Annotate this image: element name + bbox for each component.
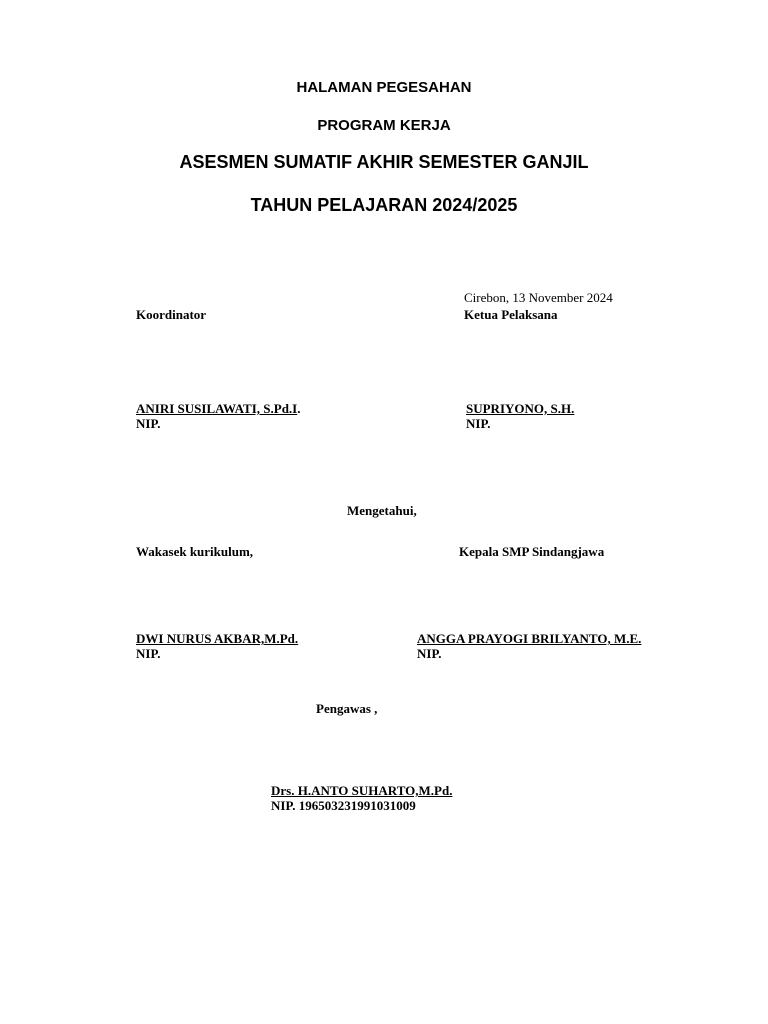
place-date: Cirebon, 13 November 2024 bbox=[464, 290, 613, 305]
signatory-name-wakasek: DWI NURUS AKBAR,M.Pd. bbox=[136, 631, 299, 646]
doc-title-2: PROGRAM KERJA bbox=[317, 117, 451, 134]
role-kepala-sekolah: Kepala SMP Sindangjawa bbox=[459, 544, 605, 559]
mengetahui-heading: Mengetahui, bbox=[347, 503, 417, 518]
doc-title-3: ASESMEN SUMATIF AKHIR SEMESTER GANJIL bbox=[179, 152, 589, 172]
doc-title-4: TAHUN PELAJARAN 2024/2025 bbox=[250, 195, 518, 215]
signatory-name-ketua: SUPRIYONO, S.H. bbox=[466, 401, 575, 416]
nip-koordinator: NIP. bbox=[136, 416, 161, 431]
nip-ketua: NIP. bbox=[466, 416, 491, 431]
doc-title-1: HALAMAN PEGESAHAN bbox=[296, 79, 472, 96]
role-ketua-pelaksana: Ketua Pelaksana bbox=[464, 307, 558, 322]
nip-pengawas: NIP. 196503231991031009 bbox=[271, 798, 416, 813]
role-koordinator: Koordinator bbox=[136, 307, 207, 322]
signatory-name-koordinator bbox=[136, 401, 300, 416]
signatory-name-kepala: ANGGA PRAYOGI BRILYANTO, M.E. bbox=[417, 631, 642, 646]
koordinator-name: ANIRI SUSILAWATI, S.Pd.I bbox=[136, 401, 298, 416]
signatory-name-pengawas: Drs. H.ANTO SUHARTO,M.Pd. bbox=[271, 783, 453, 798]
nip-wakasek: NIP. bbox=[136, 646, 161, 661]
nip-kepala: NIP. bbox=[417, 646, 442, 661]
koordinator-name-suffix: . bbox=[297, 401, 301, 416]
role-pengawas: Pengawas , bbox=[316, 701, 378, 716]
role-wakasek: Wakasek kurikulum, bbox=[136, 544, 254, 559]
